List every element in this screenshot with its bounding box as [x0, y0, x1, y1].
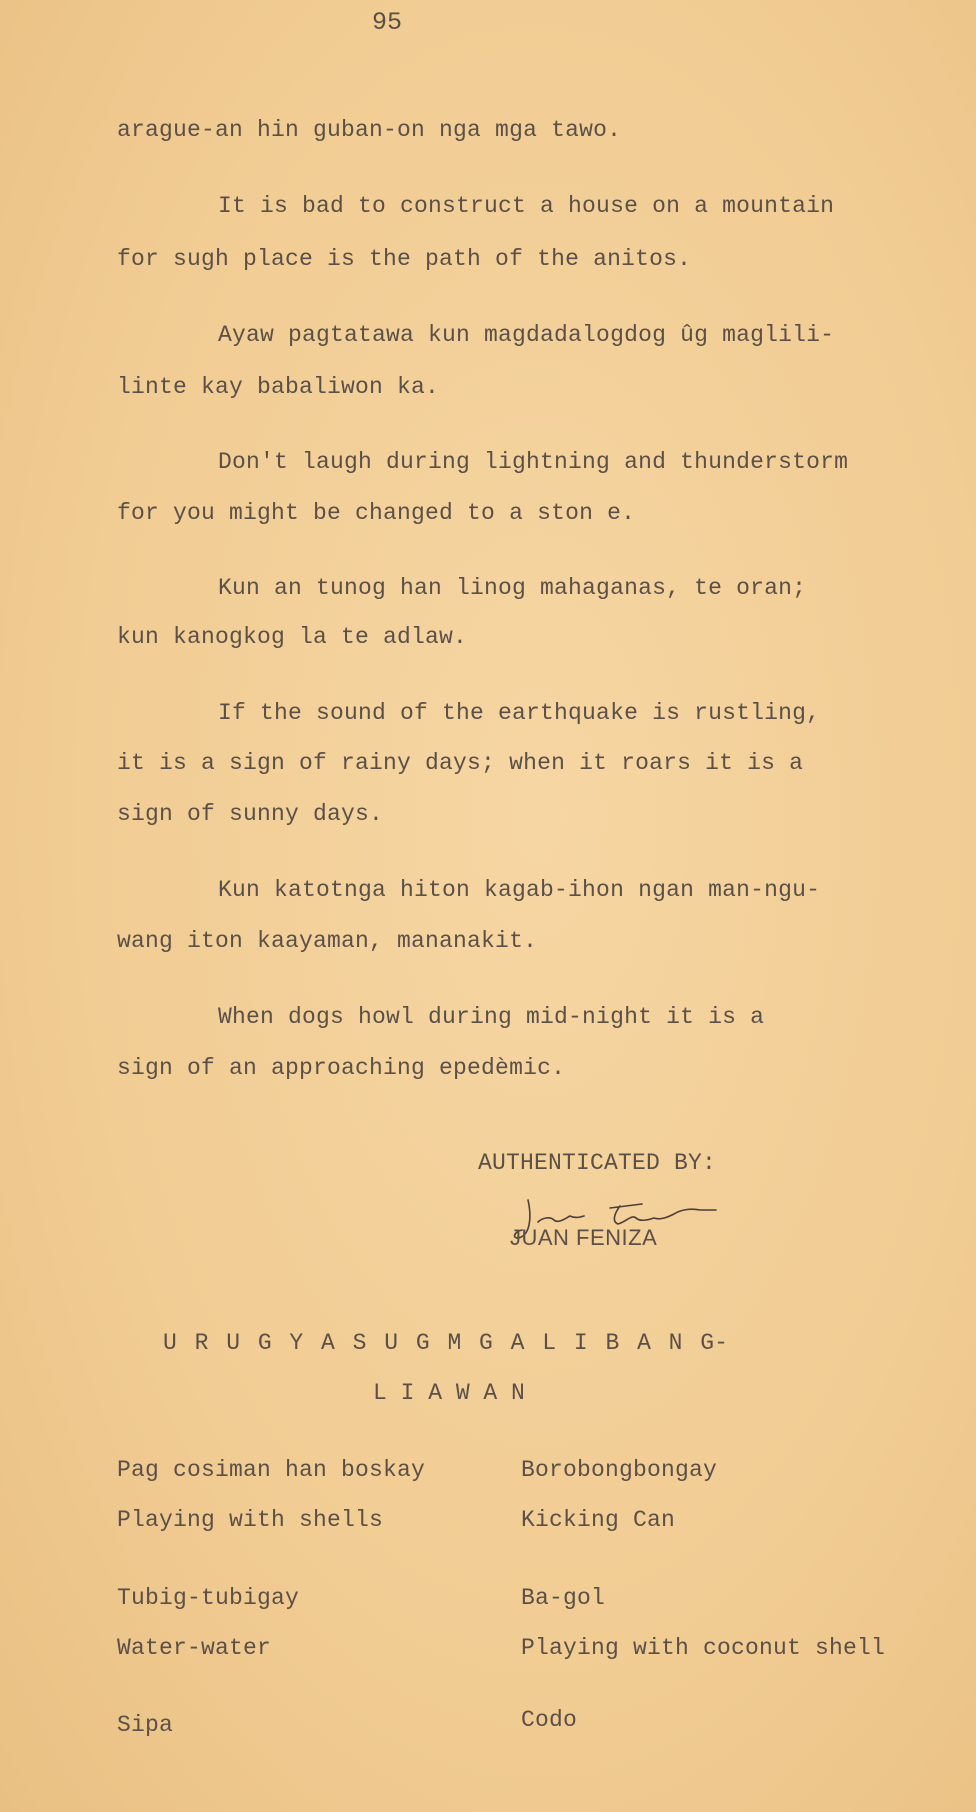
text-line: Kun an tunog han linog mahaganas, te oran;	[218, 575, 807, 601]
page-number: 95	[372, 8, 403, 37]
text-line: sign of an approaching epedèmic.	[117, 1055, 566, 1081]
game-english-name: Water-water	[117, 1635, 272, 1661]
text-line: wang iton kaayaman, mananakit.	[117, 928, 538, 954]
text-line: Don't laugh during lightning and thunderstorm	[218, 449, 849, 475]
text-line: arague-an hin guban-on nga mga tawo.	[117, 117, 622, 143]
game-english-name: Playing with coconut shell	[521, 1635, 886, 1661]
text-line: Kun katotnga hiton kagab-ihon ngan man-ngu-	[218, 877, 821, 903]
text-line: When dogs howl during mid-night it is a	[218, 1004, 765, 1030]
text-line: linte kay babaliwon ka.	[117, 374, 440, 400]
text-line: If the sound of the earthquake is rustling,	[218, 700, 821, 726]
game-native-name: Sipa	[117, 1712, 174, 1738]
section-heading-line-1: U R U G Y A S U G M G A L I B A N G-	[163, 1330, 728, 1356]
game-native-name: Borobongbongay	[521, 1457, 718, 1483]
game-native-name: Tubig-tubigay	[117, 1585, 300, 1611]
text-line: kun kanogkog la te adlaw.	[117, 624, 468, 650]
game-native-name: Pag cosiman han boskay	[117, 1457, 426, 1483]
text-line: it is a sign of rainy days; when it roars it is a	[117, 750, 804, 776]
text-line: It is bad to construct a house on a mountain	[218, 193, 835, 219]
game-native-name: Ba-gol	[521, 1585, 606, 1611]
authenticator-name: JUAN FENIZA	[510, 1225, 658, 1250]
game-native-name: Codo	[521, 1707, 578, 1733]
authenticated-by-label: AUTHENTICATED BY:	[478, 1150, 717, 1176]
game-english-name: Playing with shells	[117, 1507, 384, 1533]
text-line: Ayaw pagtatawa kun magdadalogdog ûg maglili-	[218, 322, 835, 348]
text-line: for sugh place is the path of the anitos.	[117, 246, 692, 272]
section-heading-line-2: L I A W A N	[373, 1380, 525, 1406]
text-line: sign of sunny days.	[117, 801, 384, 827]
text-line: for you might be changed to a ston e.	[117, 500, 636, 526]
game-english-name: Kicking Can	[521, 1507, 676, 1533]
